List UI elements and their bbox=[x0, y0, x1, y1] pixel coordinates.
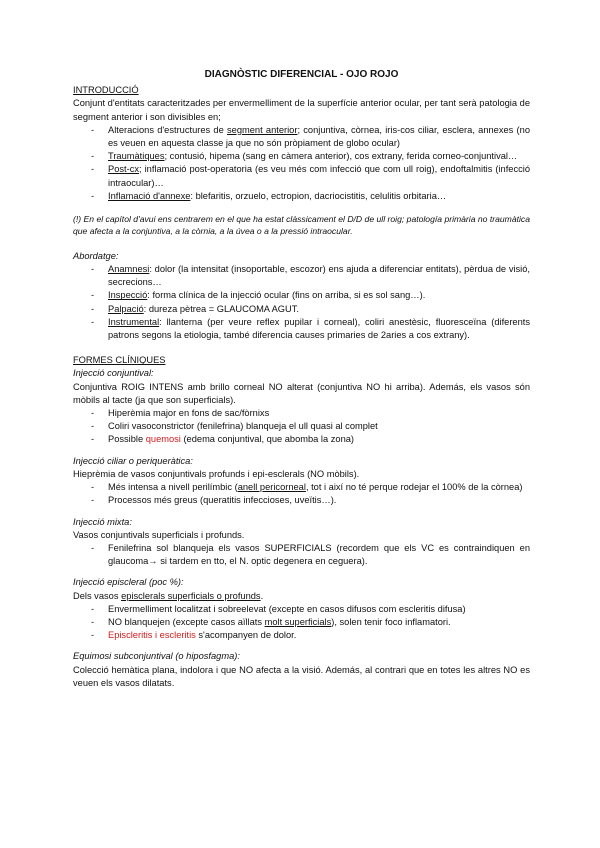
ciliar-heading: Injecció ciliar o periqueràtica: bbox=[73, 455, 193, 466]
episcleral-item: - Envermelliment localitzat i sobreelevat (excepte en casos difusos com escleritis difusa) bbox=[73, 603, 530, 616]
episcleral-heading: Injecció episcleral (poc %): bbox=[73, 577, 184, 588]
episcleral-text: Dels vasos episclerals superficials o profunds. bbox=[73, 590, 264, 601]
abordatge-item: - Inspecció: forma clínica de la injecció ocular (fins on arriba, si es sol sang…). bbox=[73, 289, 530, 302]
abordatge-list bbox=[73, 263, 530, 342]
mixta-text: Vasos conjuntivals superficials i profunds. bbox=[73, 529, 245, 540]
abordatge-item: - Anamnesi: dolor (la intensitat (insoportable, escozor) ens ajuda a diferenciar entitats), pèrdua de visió, secrecions… bbox=[73, 263, 530, 289]
equimosi-text: Colecció hemàtica plana, indolora i que NO afecta a la visió. Además, al contrari que en totes les altres NO es veuen els vasos dilatats. bbox=[73, 664, 530, 688]
abordatge-heading: Abordatge: bbox=[73, 250, 119, 261]
ciliar-item: - Processos més greus (queratitis infeccioses, uveïtis…). bbox=[73, 494, 530, 507]
document-page bbox=[73, 68, 530, 690]
conjuntival-item: - Hiperèmia major en fons de sac/fòrnixs bbox=[73, 407, 530, 420]
intro-heading: INTRODUCCIÓ bbox=[73, 85, 139, 96]
formes-heading: FORMES CLÍNIQUES bbox=[73, 355, 166, 366]
mixta-heading: Injecció mixta: bbox=[73, 516, 132, 527]
conjuntival-heading: Injecció conjuntival: bbox=[73, 368, 154, 379]
intro-item: - Post-cx; inflamació post-operatoria (es veu més com infecció que com ull roig), endoftalmitis (infecció intraocular)… bbox=[73, 163, 530, 189]
intro-item: - Traumàtiques; contusió, hipema (sang en càmera anterior), cos extrany, ferida corneo-conjuntival… bbox=[73, 150, 530, 163]
mixta-item: - Fenilefrina sol blanqueja els vasos SUPERFICIALS (recordem que els VC es contraindiquen en glaucoma→ si tardem en tto, el N. optic degenera en ceguera). bbox=[73, 542, 530, 568]
intro-item: - Alteracions d'estructures de segment anterior; conjuntiva, còrnea, iris-cos ciliar, esclera, annexes (no es veuen en aquesta classe ja que no són pròpiament de globo ocular) bbox=[73, 124, 530, 150]
episcleral-item: - NO blanquejen (excepte casos aïllats molt superficials), solen tenir foco inflamatori. bbox=[73, 616, 530, 629]
quemosi-highlight: quemosi bbox=[145, 434, 181, 445]
intro-list bbox=[73, 124, 530, 203]
intro-text: Conjunt d'entitats caracteritzades per envermelliment de la superfície anterior ocular, per tant serà patologia de segment anterior i son divisibles en; bbox=[73, 98, 530, 122]
mixta-list bbox=[73, 542, 530, 568]
intro-note: (!) En el capítol d'avui ens centrarem en el que ha estat clàssicament el D/D de ull roig; patología primària no traumàtica que afecta a la conjuntiva, a la còrnia, a la úvea o a la pressió intraocular. bbox=[73, 214, 530, 237]
intro-item: - Inflamació d'annexe: blefaritis, orzuelo, ectropion, dacriocistitis, celulitis orbitaria… bbox=[73, 190, 530, 203]
conjuntival-list bbox=[73, 407, 530, 447]
abordatge-item: - Instrumental: llanterna (per veure reflex pupilar i corneal), coliri anestèsic, fluoresceïna (diferents patrons segons la etiologia, també diferencia causes primaries de 2aries a cos extrany). bbox=[73, 316, 530, 342]
equimosi-heading: Equimosi subconjuntival (o hiposfagma): bbox=[73, 651, 240, 662]
episcleral-item: - Episcleritis i escleritis s'acompanyen de dolor. bbox=[73, 629, 530, 642]
ciliar-text: Hieprèmia de vasos conjuntivals profunds i epi-esclerals (NO mòbils). bbox=[73, 468, 360, 479]
conjuntival-item: - Possible quemosi (edema conjuntival, que abomba la zona) bbox=[73, 433, 530, 446]
abordatge-item: - Palpació: dureza pètrea = GLAUCOMA AGUT. bbox=[73, 303, 530, 316]
conjuntival-text: Conjuntiva ROIG INTENS amb brillo corneal NO alterat (conjuntiva NO hi arriba). Además, els vasos són mòbils al tacte (ja que son superficials). bbox=[73, 381, 530, 405]
ciliar-list bbox=[73, 481, 530, 507]
episcleral-list bbox=[73, 603, 530, 643]
episcleritis-highlight: Episcleritis i escleritis bbox=[108, 630, 196, 641]
conjuntival-item: - Coliri vasoconstrictor (fenilefrina) blanqueja el ull quasi al complet bbox=[73, 420, 530, 433]
ciliar-item: - Més intensa a nivell perilímbic (anell pericorneal, tot i així no té perque rodejar el 100% de la còrnea) bbox=[73, 481, 530, 494]
document-title: DIAGNÒSTIC DIFERENCIAL - OJO ROJO bbox=[204, 69, 399, 80]
